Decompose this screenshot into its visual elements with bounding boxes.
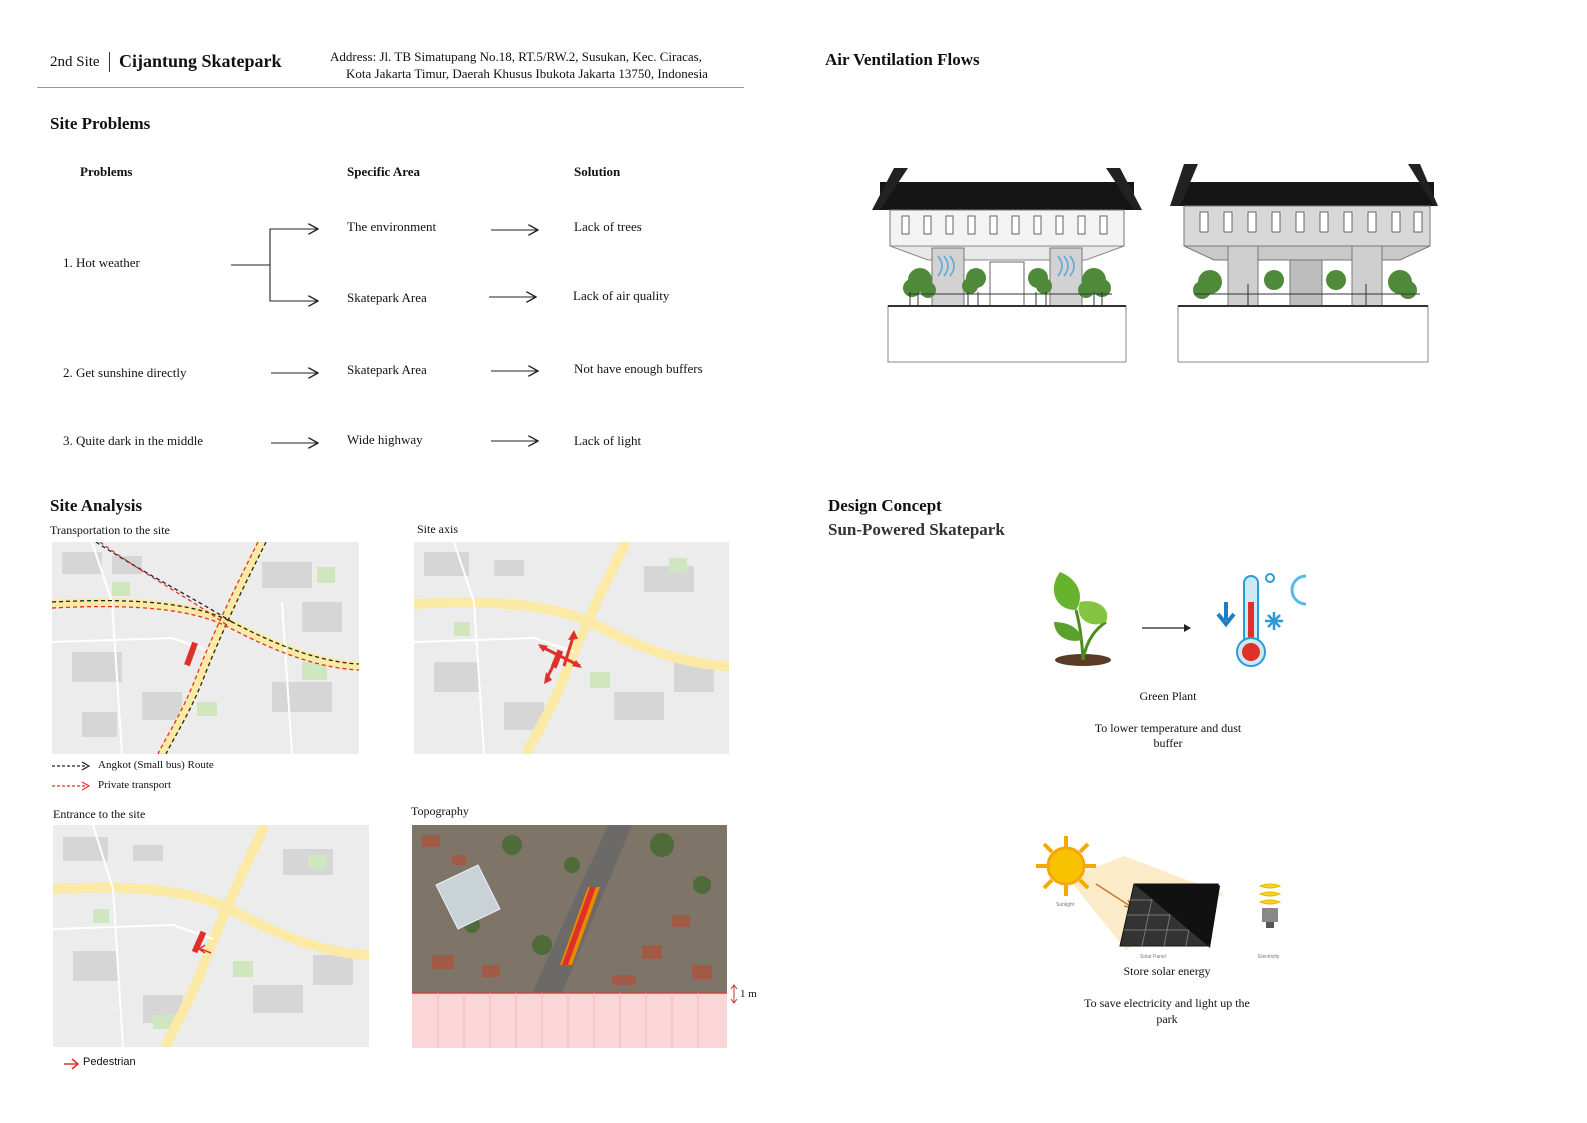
site-problems-title: Site Problems: [50, 114, 151, 133]
item1-desc-line2: buffer: [1153, 736, 1183, 750]
branch-connector: [231, 229, 318, 265]
arrow-right-icon: [1142, 623, 1194, 633]
site-axis-map: [414, 542, 729, 754]
legend-pedestrian: Pedestrian: [83, 1056, 136, 1068]
solution-row-2: Lack of air quality: [573, 288, 670, 303]
air-ventilation-title: Air Ventilation Flows: [825, 50, 980, 69]
col-header-problems: Problems: [80, 164, 133, 179]
solar-label-sunlight: Sunlight: [1056, 902, 1075, 908]
problem-arrows: [0, 0, 760, 470]
site-label: 2nd Site: [50, 54, 100, 70]
solar-energy-icon: [1034, 834, 1294, 964]
legend-pedestrian-arrow: [64, 1058, 80, 1070]
col-header-area: Specific Area: [347, 164, 421, 179]
solution-row-4: Lack of light: [574, 433, 642, 448]
area-row-3: Skatepark Area: [347, 362, 427, 377]
thermometer-icon: [1214, 572, 1312, 672]
design-concept-subtitle: Sun-Powered Skatepark: [828, 520, 1005, 539]
legend-private-line: [52, 781, 92, 791]
topo-scale-arrow: [729, 984, 739, 1004]
entrance-map: [53, 825, 369, 1047]
site-name: Cijantung Skatepark: [119, 51, 282, 71]
green-plant-icon: [1046, 570, 1120, 666]
item2-desc-line2: park: [1156, 1012, 1178, 1026]
solar-label-panel: Solar Panel: [1140, 954, 1166, 960]
topography-image: [412, 825, 727, 1048]
item2-desc-line1: To save electricity and light up the: [1084, 996, 1250, 1010]
axis-caption: Site axis: [417, 522, 458, 536]
topo-scale-label: 1 m: [740, 988, 757, 1000]
legend-angkot: Angkot (Small bus) Route: [98, 759, 214, 771]
transport-map: [52, 542, 359, 754]
address-line-1: Address: Jl. TB Simatupang No.18, RT.5/RW.2, Susukan, Kec. Ciracas,: [330, 49, 702, 64]
topography-caption: Topography: [411, 804, 469, 818]
problem-3: 3. Quite dark in the middle: [63, 433, 204, 448]
item1-desc-line1: To lower temperature and dust: [1094, 721, 1242, 735]
design-concept-title: Design Concept: [828, 496, 942, 515]
solution-row-3: Not have enough buffers: [574, 361, 703, 376]
item1-title: Green Plant: [1139, 689, 1197, 703]
item2-title: Store solar energy: [1123, 964, 1211, 978]
address-line-2: Kota Jakarta Timur, Daerah Khusus Ibukota Jakarta 13750, Indonesia: [346, 66, 708, 81]
solution-row-1: Lack of trees: [574, 219, 642, 234]
site-analysis-title: Site Analysis: [50, 496, 143, 515]
area-row-4: Wide highway: [347, 432, 423, 447]
solar-label-electricity: Electricity: [1258, 954, 1280, 960]
ventilation-section-drawing-1: [872, 160, 1142, 370]
problem-1: 1. Hot weather: [63, 255, 140, 270]
area-row-1: The environment: [347, 219, 437, 234]
problem-2: 2. Get sunshine directly: [63, 365, 187, 380]
transport-caption: Transportation to the site: [50, 523, 170, 537]
col-header-solution: Solution: [574, 164, 621, 179]
entrance-caption: Entrance to the site: [53, 807, 146, 821]
area-row-2: Skatepark Area: [347, 290, 427, 305]
legend-private: Private transport: [98, 779, 172, 791]
legend-angkot-line: [52, 761, 92, 771]
ventilation-section-drawing-2: [1170, 160, 1440, 370]
